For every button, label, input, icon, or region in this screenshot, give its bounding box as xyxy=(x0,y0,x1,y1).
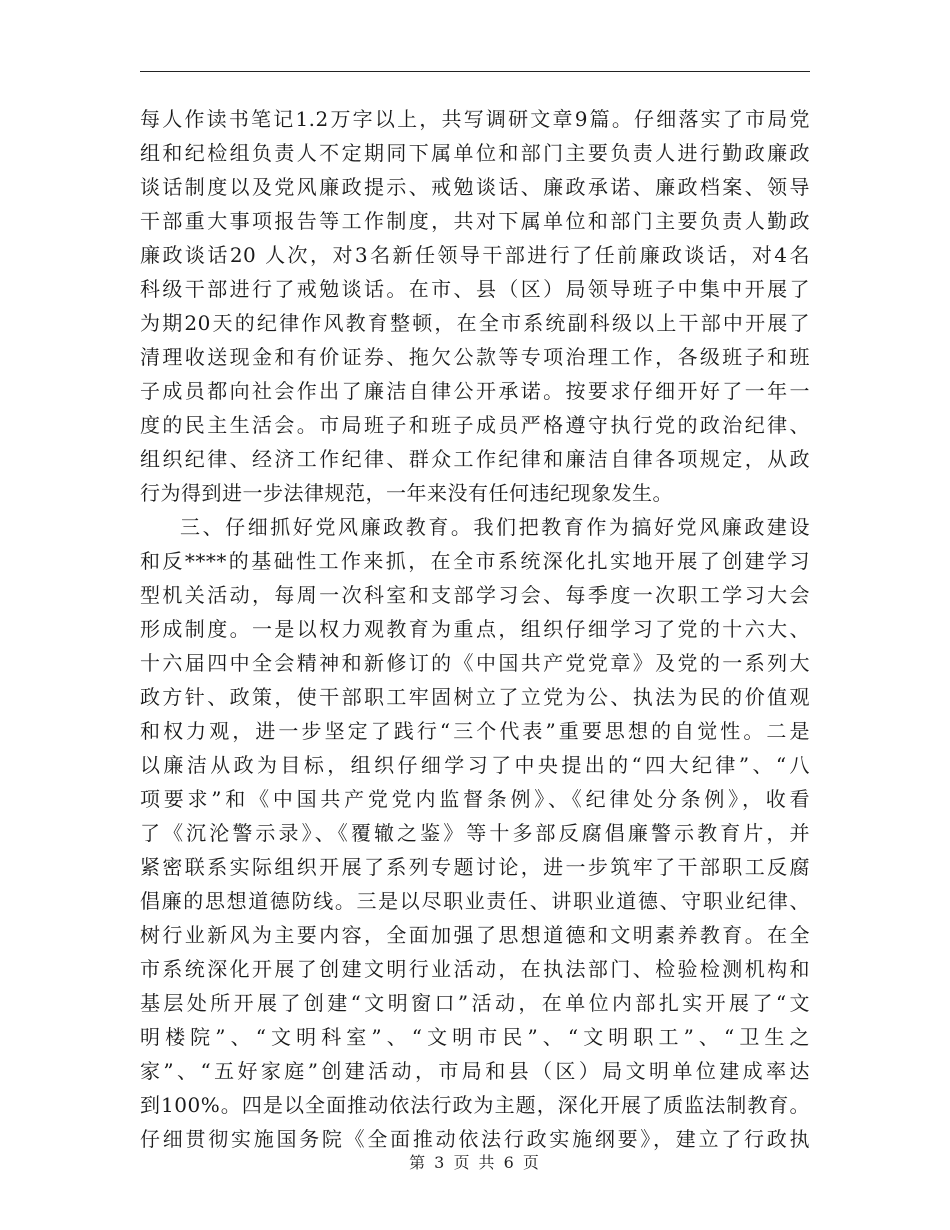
text-line: 十六届四中全会精神和新修订的《中国共产党党章》及党的一系列大 xyxy=(140,651,810,675)
text-line: 仔细贯彻实施国务院《全面推动依法行政实施纲要》，建立了行政执 xyxy=(140,1127,810,1151)
text-line: 树行业新风为主要内容，全面加强了思想道德和文明素养教育。在全 xyxy=(140,923,810,947)
text-line: 形成制度。一是以权力观教育为重点，组织仔细学习了党的十六大、 xyxy=(140,617,810,641)
text-line: 家”、“五好家庭”创建活动，市局和县（区）局文明单位建成率达 xyxy=(140,1059,810,1083)
text-line: 谈话制度以及党风廉政提示、戒勉谈话、廉政承诺、廉政档案、领导 xyxy=(140,175,810,199)
text-line: 廉政谈话20 人次，对3名新任领导干部进行了任前廉政谈话，对4名 xyxy=(140,243,810,267)
text-line: 政方针、政策，使干部职工牢固树立了立党为公、执法为民的价值观 xyxy=(140,685,810,709)
text-line: 到100%。四是以全面推动依法行政为主题，深化开展了质监法制教育。 xyxy=(140,1093,810,1117)
text-line: 每人作读书笔记1.2万字以上，共写调研文章9篇。仔细落实了市局党 xyxy=(140,107,810,131)
page-number-footer: 第 3 页 共 6 页 xyxy=(409,1153,541,1172)
document-body xyxy=(140,102,810,1156)
text-line: 了《沉沦警示录》、《覆辙之鉴》等十多部反腐倡廉警示教育片，并 xyxy=(140,821,810,845)
text-line: 干部重大事项报告等工作制度，共对下属单位和部门主要负责人勤政 xyxy=(140,209,810,233)
text-line: 明楼院”、“文明科室”、“文明市民”、“文明职工”、“卫生之 xyxy=(140,1025,810,1049)
text-line: 清理收送现金和有价证券、拖欠公款等专项治理工作，各级班子和班 xyxy=(140,345,810,369)
text-line: 和反****的基础性工作来抓，在全市系统深化扎实地开展了创建学习 xyxy=(140,549,810,573)
text-line: 紧密联系实际组织开展了系列专题讨论，进一步筑牢了干部职工反腐 xyxy=(140,855,810,879)
text-line: 行为得到进一步法律规范，一年来没有任何违纪现象发生。 xyxy=(140,481,673,505)
text-line: 和权力观，进一步坚定了践行“三个代表”重要思想的自觉性。二是 xyxy=(140,719,810,743)
text-line: 市系统深化开展了创建文明行业活动，在执法部门、检验检测机构和 xyxy=(140,957,810,981)
text-line: 型机关活动，每周一次科室和支部学习会、每季度一次职工学习大会 xyxy=(140,583,810,607)
text-line: 为期20天的纪律作风教育整顿，在全市系统副科级以上干部中开展了 xyxy=(140,311,810,335)
text-line: 科级干部进行了戒勉谈话。在市、县（区）局领导班子中集中开展了 xyxy=(140,277,810,301)
text-line: 度的民主生活会。市局班子和班子成员严格遵守执行党的政治纪律、 xyxy=(140,413,810,437)
text-line: 子成员都向社会作出了廉洁自律公开承诺。按要求仔细开好了一年一 xyxy=(140,379,810,403)
text-line: 组织纪律、经济工作纪律、群众工作纪律和廉洁自律各项规定，从政 xyxy=(140,447,810,471)
text-line: 基层处所开展了创建“文明窗口”活动，在单位内部扎实开展了“文 xyxy=(140,991,810,1015)
section-heading-line: 三、仔细抓好党风廉政教育。我们把教育作为搞好党风廉政建设 xyxy=(180,515,810,539)
header-rule xyxy=(140,71,810,72)
text-line: 项要求”和《中国共产党党内监督条例》、《纪律处分条例》，收看 xyxy=(140,787,810,811)
text-line: 以廉洁从政为目标，组织仔细学习了中央提出的“四大纪律”、“八 xyxy=(140,753,810,777)
text-line: 倡廉的思想道德防线。三是以尽职业责任、讲职业道德、守职业纪律、 xyxy=(140,889,810,913)
text-line: 组和纪检组负责人不定期同下属单位和部门主要负责人进行勤政廉政 xyxy=(140,141,810,165)
